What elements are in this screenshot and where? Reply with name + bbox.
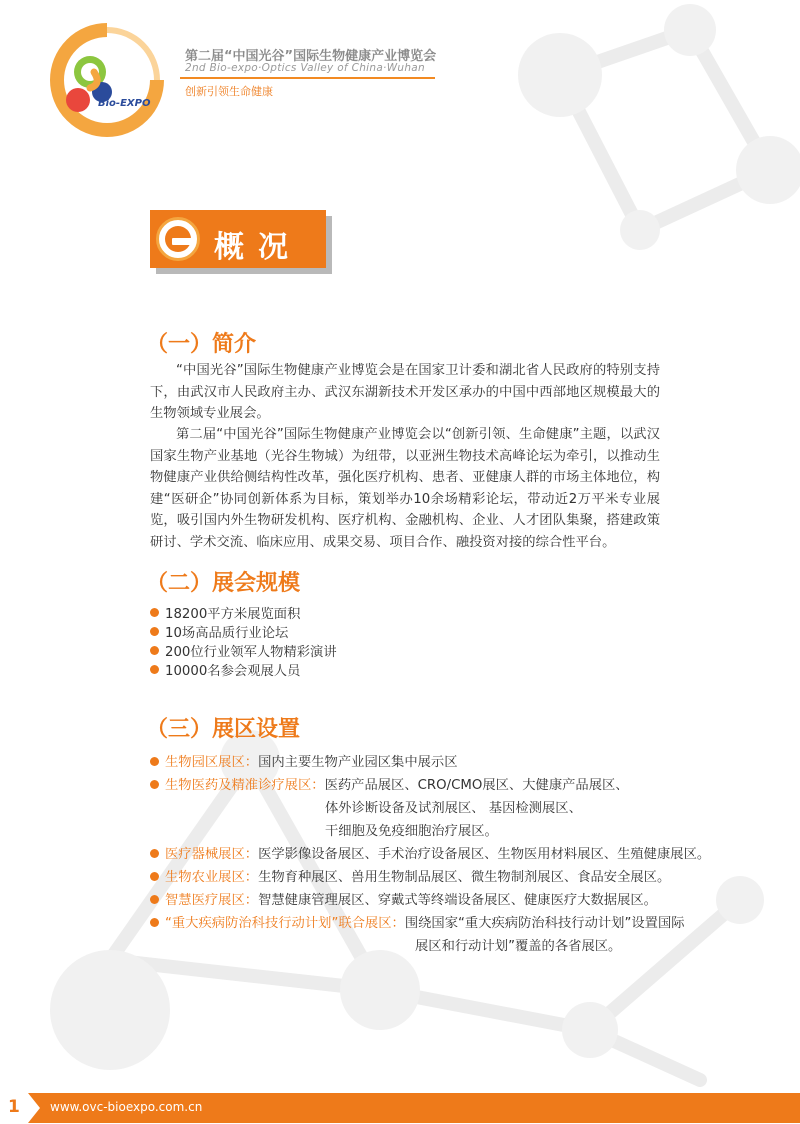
zone-name: 生物园区展区： bbox=[165, 755, 259, 770]
zone-name: 智慧医疗展区： bbox=[165, 893, 259, 908]
zone-desc: 围绕国家“重大疾病防治科技行动计划”设置国际 bbox=[404, 916, 685, 931]
bullet-dot-icon bbox=[150, 646, 159, 655]
list-item: 200位行业领军人物精彩演讲 bbox=[150, 641, 337, 660]
expo-slogan: 创新引领生命健康 bbox=[185, 85, 273, 98]
numeral-one-icon bbox=[172, 238, 196, 245]
banner-number-badge bbox=[156, 217, 200, 261]
bullet-dot-icon bbox=[150, 895, 159, 904]
bullet-dot-icon bbox=[150, 849, 159, 858]
zone-item bbox=[150, 912, 685, 931]
bullet-dot-icon bbox=[150, 872, 159, 881]
expo-title-cn: 第二届“中国光谷”国际生物健康产业博览会 bbox=[185, 49, 437, 64]
bullet-dot-icon bbox=[150, 627, 159, 636]
header-divider bbox=[180, 77, 435, 79]
section-title-intro: （一）简介 bbox=[146, 332, 257, 357]
intro-paragraph-2: 第二届“中国光谷”国际生物健康产业博览会以“创新引领、生命健康”主题，以武汉国家生物产业基地（光谷生物城）为纽带，以亚洲生物技术高峰论坛为牵引，以推动生物健康产业供给侧结构性改革，强化医疗机构、患者、亚健康人群的市场主体地位，构建“医研企”协同创新体系为目标，策划举办10余场精彩论坛，带动近2万平米专业展览，吸引国内外生物研发机构、医疗机构、金融机构、企业、人才团队集聚，搭建政策研讨、学术交流、临床应用、成果交易、项目合作、融投资对接的综合性平台。 bbox=[150, 427, 660, 550]
intro-paragraph-1: “中国光谷”国际生物健康产业博览会是在国家卫计委和湖北省人民政府的特别支持下，由武汉市人民政府主办、武汉东湖新技术开发区承办的中国中西部地区规模最大的生物领域专业展会。 bbox=[150, 363, 660, 422]
page-number: 1 bbox=[8, 1097, 20, 1117]
zone-desc: 医学影像设备展区、手术治疗设备展区、生物医用材料展区、生殖健康展区。 bbox=[258, 847, 711, 862]
banner-title: 概况 bbox=[214, 230, 302, 265]
zone-item bbox=[150, 866, 670, 885]
bullet-dot-icon bbox=[150, 757, 159, 766]
bullet-dot-icon bbox=[150, 918, 159, 927]
zone-name: 生物农业展区： bbox=[165, 870, 259, 885]
banner-badge-inner bbox=[165, 226, 191, 252]
zone-desc-continued: 展区和行动计划”覆盖的各省展区。 bbox=[415, 939, 622, 954]
list-item: 10000名参会观展人员 bbox=[150, 660, 300, 679]
list-item: 10场高品质行业论坛 bbox=[150, 622, 288, 641]
section-title-scale: （二）展会规模 bbox=[146, 571, 301, 596]
bioexpo-logo bbox=[50, 22, 165, 137]
website-url[interactable]: www.ovc-bioexpo.com.cn bbox=[50, 1100, 203, 1114]
zone-desc: 智慧健康管理展区、穿戴式等终端设备展区、健康医疗大数据展区。 bbox=[258, 893, 657, 908]
zone-desc: 医药产品展区、CRO/CMO展区、大健康产品展区、 bbox=[324, 778, 629, 793]
logo-text: Bio-EXPO bbox=[98, 98, 151, 109]
zone-desc: 国内主要生物产业园区集中展示区 bbox=[258, 755, 458, 770]
bullet-dot-icon bbox=[150, 780, 159, 789]
list-item: 18200平方米展览面积 bbox=[150, 603, 300, 622]
zone-name: 生物医药及精准诊疗展区： bbox=[165, 778, 325, 793]
zone-item bbox=[150, 843, 710, 862]
expo-title-en: 2nd Bio-expo·Optics Valley of China·Wuhan bbox=[185, 62, 425, 74]
zone-item bbox=[150, 751, 458, 770]
zone-name: 医疗器械展区： bbox=[165, 847, 259, 862]
zone-desc-continued: 干细胞及免疫细胞治疗展区。 bbox=[325, 824, 498, 839]
zone-desc: 生物育种展区、兽用生物制品展区、微生物制剂展区、食品安全展区。 bbox=[258, 870, 671, 885]
zone-desc-continued: 体外诊断设备及试剂展区、 基因检测展区、 bbox=[325, 801, 582, 816]
bullet-dot-icon bbox=[150, 665, 159, 674]
zone-name: “重大疾病防治科技行动计划”联合展区： bbox=[165, 916, 405, 931]
zone-item bbox=[150, 889, 657, 908]
zone-item bbox=[150, 774, 629, 793]
section-title-zones: （三）展区设置 bbox=[146, 717, 301, 742]
bullet-dot-icon bbox=[150, 608, 159, 617]
